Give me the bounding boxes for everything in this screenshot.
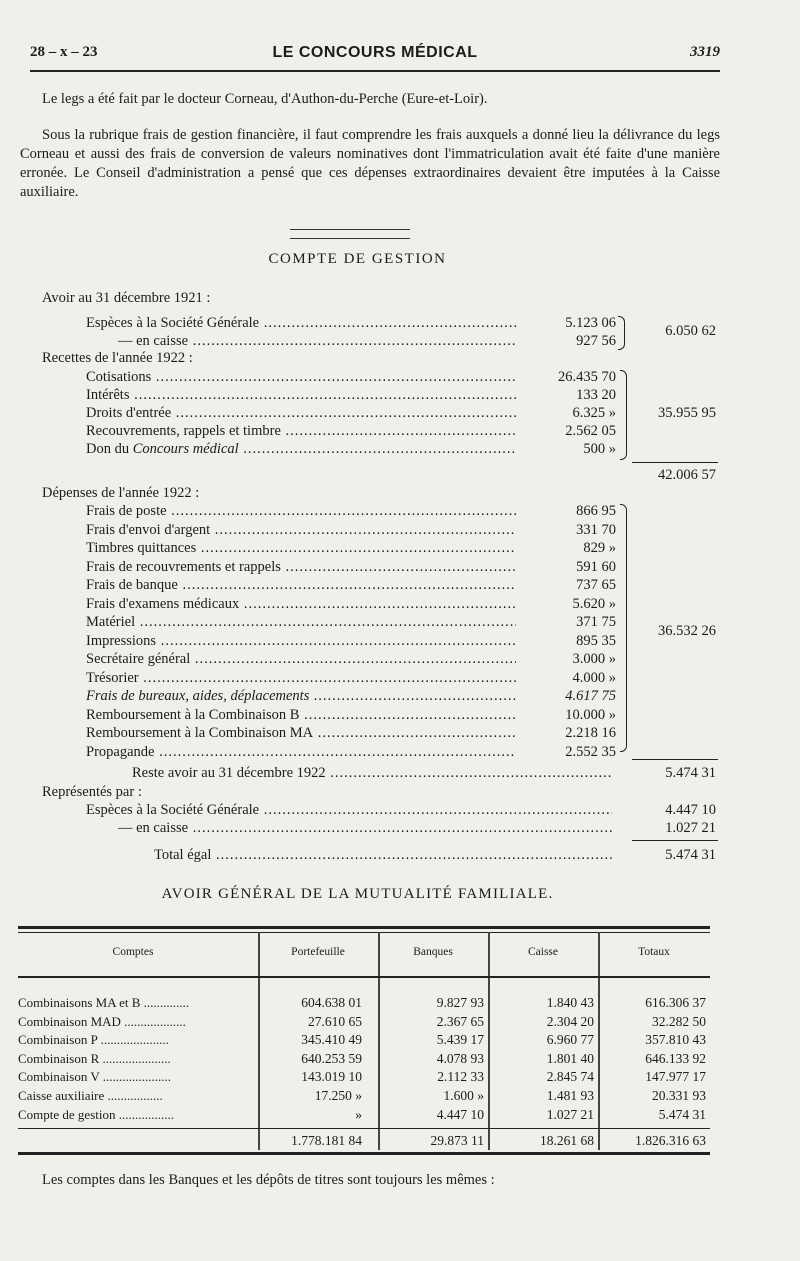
depense-amount: 371 75 xyxy=(576,614,616,630)
row-banques: 5.439 17 xyxy=(436,1032,484,1048)
total-egal-amount: 5.474 31 xyxy=(665,847,716,863)
recette-amount: 6.325 » xyxy=(572,405,616,421)
recette-row xyxy=(0,386,720,404)
table-top-rule-thin xyxy=(18,932,710,933)
recette-label xyxy=(86,440,516,458)
depense-label: Propagande ..... xyxy=(86,743,516,761)
header-journal-title: LE CONCOURS MÉDICAL xyxy=(272,44,478,61)
depense-label: Frais d'envoi d'argent ..... xyxy=(86,521,516,539)
gestion-paragraph: Sous la rubrique frais de gestion financière, il faut comprendre les frais auxquels a donné lieu la délivrance du legs Corneau et aussi des frais de conversion de valeurs nominatives dont l'immatriculation avait été faite d'une manière erronée. Le Conseil d'administration a pensé que ces dépenses extraordinaires devaient être imputées à la Caisse auxiliaire. xyxy=(20,127,720,200)
table-row xyxy=(18,1050,710,1068)
depense-amount: 4.000 » xyxy=(572,669,616,686)
depense-row xyxy=(0,669,720,687)
row-portefeuille: 143.019 10 xyxy=(301,1069,362,1085)
reste-row xyxy=(0,764,720,782)
avoir-heading: Avoir au 31 décembre 1921 : xyxy=(42,290,211,306)
depense-amount: 2.552 35 xyxy=(565,743,616,760)
table-row xyxy=(18,1068,710,1086)
row-banques: 2.367 65 xyxy=(436,1013,484,1029)
row-caisse: 6.960 77 xyxy=(546,1032,594,1048)
recette-label: Droits d'entrée ..... xyxy=(86,404,516,422)
column-header-comptes: Comptes xyxy=(112,946,154,958)
column-header-banques: Banques xyxy=(413,946,453,958)
avoir-total: 6.050 62 xyxy=(665,323,716,339)
row-compte-name: Combinaisons MA et B .............. xyxy=(18,995,190,1010)
depense-row xyxy=(0,576,720,594)
depenses-heading: Dépenses de l'année 1922 : xyxy=(42,485,200,501)
row-compte-name: Combinaison R ..................... xyxy=(18,1050,171,1066)
depense-amount: 3.000 » xyxy=(572,651,616,667)
recette-amount: 26.435 70 xyxy=(558,369,616,385)
depense-row xyxy=(0,558,720,576)
depense-amount: 895 35 xyxy=(576,632,616,649)
representes-amount: 1.027 21 xyxy=(665,820,716,836)
avoir-general-table xyxy=(18,926,710,1158)
header-date: 28 – x – 23 xyxy=(30,44,98,60)
table-bottom-rule xyxy=(18,1152,710,1155)
footer-paragraph: Les comptes dans les Banques et les dépôts de titres sont toujours les mêmes : xyxy=(42,1172,495,1188)
recette-label: Cotisations ..... xyxy=(86,368,516,386)
row-portefeuille: 604.638 01 xyxy=(301,995,362,1010)
recettes-total-row xyxy=(0,404,720,422)
depense-row xyxy=(0,650,720,668)
legs-paragraph: Le legs a été fait par le docteur Corneau, d'Authon-du-Perche (Eure-et-Loir). xyxy=(42,91,488,107)
grand-total-rule xyxy=(632,462,718,463)
depense-label: Remboursement à la Combinaison B ..... xyxy=(86,706,516,724)
depense-label: Frais de banque ..... xyxy=(86,576,516,594)
total-caisse: 18.261 68 xyxy=(540,1133,594,1148)
depense-label: Frais de recouvrements et rappels ..... xyxy=(86,558,516,576)
row-portefeuille: 640.253 59 xyxy=(301,1050,362,1066)
recette-label-italic: Concours médical xyxy=(132,441,239,457)
depense-label: Frais de bureaux, aides, déplacements ..... xyxy=(86,687,516,705)
row-caisse: 2.304 20 xyxy=(546,1013,594,1029)
recette-label: Intérêts ..... xyxy=(86,386,516,404)
depense-amount: 4.617 75 xyxy=(565,688,616,704)
depense-row xyxy=(0,687,720,705)
depense-amount: 5.620 » xyxy=(572,595,616,612)
avoir-general-title: AVOIR GÉNÉRAL DE LA MUTUALITÉ FAMILIALE. xyxy=(161,886,554,902)
row-totaux: 20.331 93 xyxy=(652,1088,706,1103)
depense-amount: 829 » xyxy=(583,540,616,556)
row-banques: 4.447 10 xyxy=(436,1106,484,1122)
row-caisse: 1.840 43 xyxy=(546,995,594,1010)
table-row xyxy=(18,1031,710,1049)
recette-row xyxy=(0,368,720,386)
depense-row xyxy=(0,724,720,742)
avoir-amount: 5.123 06 xyxy=(565,315,616,331)
grand-total: 42.006 57 xyxy=(658,467,716,483)
depense-row xyxy=(0,706,720,724)
row-compte-name: Combinaison V ..................... xyxy=(18,1069,172,1085)
row-portefeuille: 17.250 » xyxy=(314,1088,362,1103)
representes-heading: Représentés par : xyxy=(42,784,142,800)
avoir-label: Espèces à la Société Générale ..... xyxy=(86,314,516,332)
row-totaux: 147.977 17 xyxy=(645,1069,706,1085)
depense-label: Frais de poste ..... xyxy=(86,502,516,520)
representes-label: — en caisse ..... xyxy=(118,819,612,837)
depense-amount: 737 65 xyxy=(576,577,616,593)
avoir-heading-row xyxy=(42,289,722,307)
column-header-totaux: Totaux xyxy=(638,946,670,958)
depenses-total-row xyxy=(0,622,720,640)
depense-label: Remboursement à la Combinaison MA ..... xyxy=(86,724,516,742)
avoir-amount: 927 56 xyxy=(576,333,616,349)
total-totaux: 1.826.316 63 xyxy=(635,1133,706,1148)
representes-heading-row xyxy=(42,783,722,801)
representes-row xyxy=(0,801,720,819)
table-totals-row xyxy=(18,1132,710,1150)
recette-amount: 2.562 05 xyxy=(565,423,616,439)
depenses-total: 36.532 26 xyxy=(658,623,716,639)
representes-row xyxy=(0,819,720,837)
depense-row xyxy=(0,539,720,557)
row-totaux: 616.306 37 xyxy=(645,995,706,1010)
depense-row xyxy=(0,502,720,520)
total-banques: 29.873 11 xyxy=(430,1133,484,1148)
row-banques: 2.112 33 xyxy=(437,1069,484,1085)
representes-amount: 4.447 10 xyxy=(665,802,716,818)
depense-amount: 591 60 xyxy=(576,558,616,575)
reste-rule xyxy=(632,759,718,760)
reste-amount: 5.474 31 xyxy=(665,765,716,781)
depense-label: Impressions ..... xyxy=(86,632,516,650)
depense-amount: 866 95 xyxy=(576,503,616,519)
recette-amount: 133 20 xyxy=(576,387,616,403)
row-totaux: 646.133 92 xyxy=(645,1050,706,1066)
table-row xyxy=(18,1087,710,1105)
row-portefeuille: 345.410 49 xyxy=(301,1032,362,1048)
reste-label: Reste avoir au 31 décembre 1922 ..... xyxy=(132,764,612,782)
depense-row xyxy=(0,743,720,761)
table-totals-rule xyxy=(18,1128,710,1129)
recette-amount: 500 » xyxy=(583,441,616,457)
total-portefeuille: 1.778.181 84 xyxy=(291,1133,362,1148)
compte-title: COMPTE DE GESTION xyxy=(268,251,447,267)
depense-amount: 331 70 xyxy=(576,521,616,538)
row-totaux: 357.810 43 xyxy=(645,1032,706,1048)
row-banques: 4.078 93 xyxy=(436,1050,484,1066)
depense-label: Trésorier ..... xyxy=(86,669,516,687)
table-row xyxy=(18,994,710,1012)
row-caisse: 1.481 93 xyxy=(546,1088,594,1103)
total-egal-label: Total égal ..... xyxy=(154,846,612,864)
row-totaux: 32.282 50 xyxy=(652,1013,706,1029)
total-rule xyxy=(632,840,718,841)
depense-label: Timbres quittances ..... xyxy=(86,539,516,557)
row-caisse: 1.027 21 xyxy=(546,1106,594,1122)
row-totaux: 5.474 31 xyxy=(658,1106,706,1122)
row-banques: 1.600 » xyxy=(443,1088,484,1103)
page-header xyxy=(30,44,720,68)
depense-amount: 2.218 16 xyxy=(565,725,616,741)
row-compte-name: Compte de gestion ................. xyxy=(18,1106,174,1122)
header-rule xyxy=(30,70,720,72)
avoir-total-row xyxy=(0,322,720,340)
recettes-heading: Recettes de l'année 1922 : xyxy=(42,350,193,366)
recette-label: Recouvrements, rappels et timbre ..... xyxy=(86,422,516,440)
depenses-heading-row xyxy=(42,484,722,502)
row-caisse: 2.845 74 xyxy=(546,1069,594,1085)
recette-row xyxy=(0,440,720,458)
column-header-caisse: Caisse xyxy=(527,946,559,958)
depense-label: Frais d'examens médicaux ..... xyxy=(86,595,516,613)
recettes-total: 35.955 95 xyxy=(658,405,716,421)
depense-amount: 10.000 » xyxy=(565,706,616,723)
row-compte-name: Combinaison P ..................... xyxy=(18,1032,169,1048)
section-ornament xyxy=(290,229,410,239)
recette-row xyxy=(0,422,720,440)
row-compte-name: Caisse auxiliaire ................. xyxy=(18,1088,163,1103)
recette-label-text: Don du xyxy=(86,441,133,457)
depense-label: Matériel ..... xyxy=(86,613,516,631)
table-header-rule xyxy=(18,976,710,978)
row-portefeuille: » xyxy=(355,1106,362,1122)
header-page-number: 3319 xyxy=(690,44,720,60)
total-egal-row xyxy=(0,846,720,864)
row-compte-name: Combinaison MAD ................... xyxy=(18,1013,186,1029)
row-banques: 9.827 93 xyxy=(436,995,484,1010)
table-row xyxy=(18,1013,710,1031)
row-caisse: 1.801 40 xyxy=(546,1050,594,1066)
recettes-heading-row xyxy=(42,349,722,367)
table-top-rule xyxy=(18,926,710,929)
depense-row xyxy=(0,521,720,539)
depense-label: Secrétaire général ..... xyxy=(86,650,516,668)
table-row xyxy=(18,1106,710,1124)
column-header-portefeuille: Portefeuille xyxy=(291,946,345,958)
depense-row xyxy=(0,595,720,613)
grand-total-row xyxy=(0,466,720,484)
row-portefeuille: 27.610 65 xyxy=(308,1013,362,1029)
avoir-label: — en caisse ..... xyxy=(118,332,516,350)
representes-label: Espèces à la Société Générale ..... xyxy=(86,801,612,819)
